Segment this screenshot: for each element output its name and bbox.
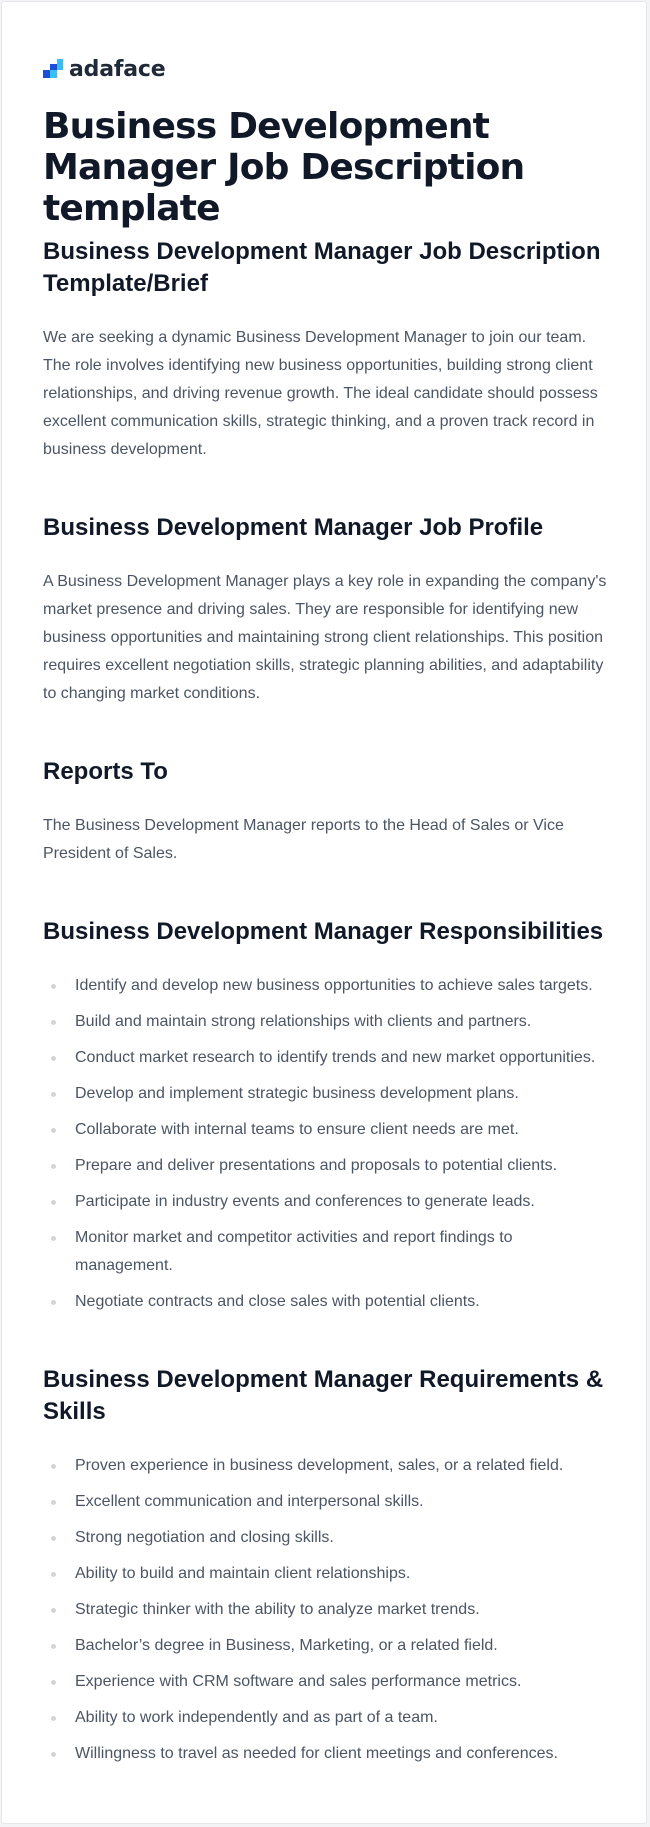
list-item: Participate in industry events and conferences to generate leads. <box>43 1188 613 1216</box>
brand-logo[interactable] <box>43 53 165 85</box>
document-card <box>1 1 647 1824</box>
reports-to-body: The Business Development Manager reports to the Head of Sales or Vice President of Sales. <box>43 817 564 862</box>
requirements-heading: Business Development Manager Requirements & Skills <box>43 1366 604 1425</box>
brand-name: adaface <box>69 56 166 82</box>
profile-heading: Business Development Manager Job Profile <box>43 514 544 541</box>
requirements-list <box>43 1452 613 1776</box>
adaface-logo-icon <box>43 59 65 79</box>
list-item: Prepare and deliver presentations and proposals to potential clients. <box>43 1152 613 1180</box>
list-item: Strategic thinker with the ability to analyze market trends. <box>43 1596 613 1624</box>
responsibilities-list <box>43 972 613 1324</box>
reports-to-heading: Reports To <box>43 758 168 785</box>
brief-body: We are seeking a dynamic Business Development Manager to join our team. The role involves identifying new business opportunities, building strong client relationships, and driving revenue growth. The ideal candidate should possess excellent communication skills, strategic thinking, and a proven track record in business development. <box>43 329 598 458</box>
page-title: Business Development Manager Job Description template <box>43 106 525 229</box>
list-item: Ability to work independently and as part of a team. <box>43 1704 613 1732</box>
list-item: Build and maintain strong relationships with clients and partners. <box>43 1008 613 1036</box>
list-item: Experience with CRM software and sales performance metrics. <box>43 1668 613 1696</box>
list-item: Excellent communication and interpersonal skills. <box>43 1488 613 1516</box>
brief-heading: Business Development Manager Job Description Template/Brief <box>43 238 601 297</box>
list-item: Negotiate contracts and close sales with potential clients. <box>43 1288 613 1316</box>
list-item: Willingness to travel as needed for client meetings and conferences. <box>43 1740 613 1768</box>
list-item: Proven experience in business development, sales, or a related field. <box>43 1452 613 1480</box>
list-item: Ability to build and maintain client relationships. <box>43 1560 613 1588</box>
profile-body: A Business Development Manager plays a key role in expanding the company's market presence and driving sales. They are responsible for identifying new business opportunities and maintaining strong client relationships. This position requires excellent negotiation skills, strategic planning abilities, and adaptability to changing market conditions. <box>43 573 607 702</box>
list-item: Conduct market research to identify trends and new market opportunities. <box>43 1044 613 1072</box>
list-item: Monitor market and competitor activities and report findings to management. <box>43 1224 613 1280</box>
list-item: Collaborate with internal teams to ensure client needs are met. <box>43 1116 613 1144</box>
responsibilities-heading: Business Development Manager Responsibilities <box>43 918 604 945</box>
list-item: Strong negotiation and closing skills. <box>43 1524 613 1552</box>
list-item: Develop and implement strategic business development plans. <box>43 1080 613 1108</box>
list-item: Bachelor’s degree in Business, Marketing, or a related field. <box>43 1632 613 1660</box>
list-item: Identify and develop new business opportunities to achieve sales targets. <box>43 972 613 1000</box>
